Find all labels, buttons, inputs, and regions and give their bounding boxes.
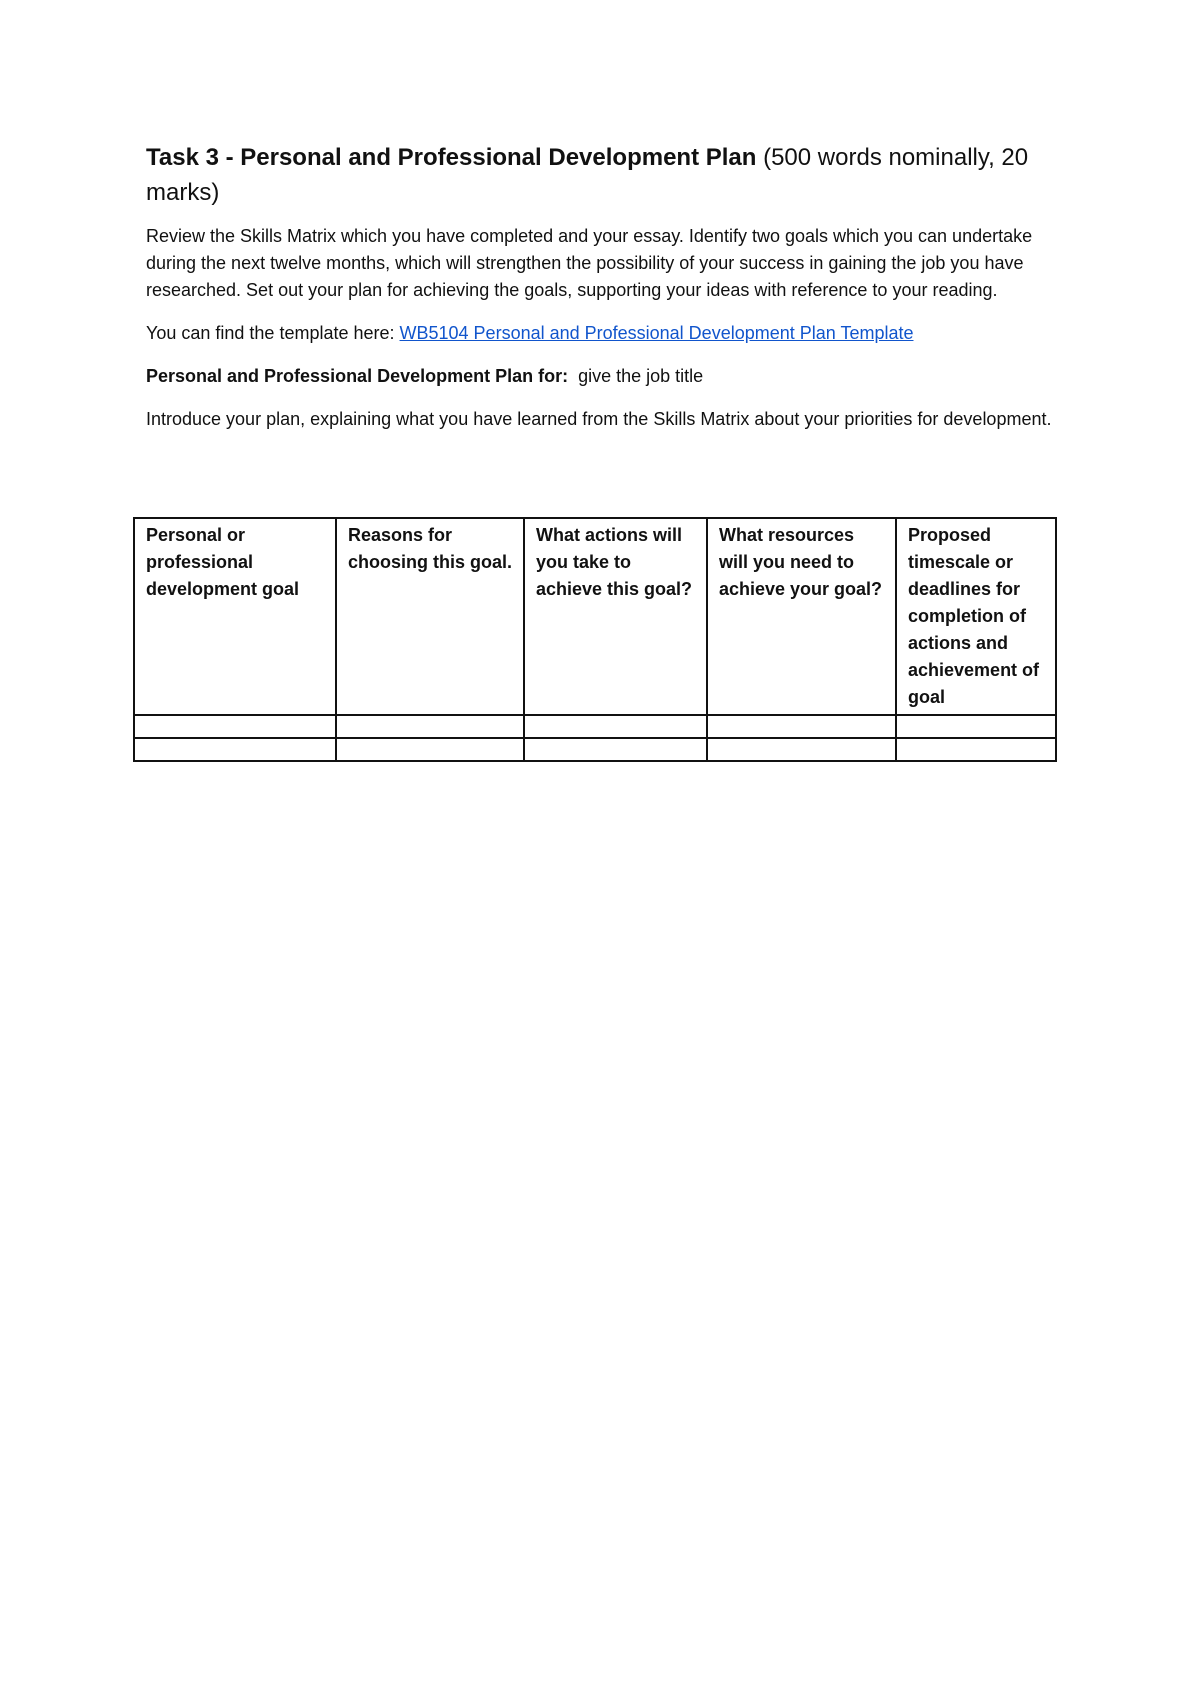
template-link[interactable]: WB5104 Personal and Professional Development Plan Template bbox=[399, 323, 914, 343]
table-cell[interactable] bbox=[336, 715, 524, 738]
header-reasons: Reasons for choosing this goal. bbox=[336, 518, 524, 715]
table-cell[interactable] bbox=[134, 738, 336, 761]
table-cell[interactable] bbox=[524, 715, 707, 738]
plan-for-value: give the job title bbox=[568, 366, 704, 386]
task-title-bold: Task 3 - Personal and Professional Development Plan bbox=[146, 144, 757, 171]
development-plan-table bbox=[133, 517, 1057, 762]
table-cell[interactable] bbox=[134, 715, 336, 738]
header-resources: What resources will you need to achieve your goal? bbox=[707, 518, 896, 715]
task-title-rest: (500 words nominally, 20 marks) bbox=[146, 144, 1029, 206]
table-header-row bbox=[134, 518, 1056, 715]
table-cell[interactable] bbox=[707, 715, 896, 738]
introduction-paragraph: Introduce your plan, explaining what you have learned from the Skills Matrix about your priorities for development. bbox=[146, 409, 1052, 429]
table-cell[interactable] bbox=[336, 738, 524, 761]
table-cell[interactable] bbox=[896, 715, 1056, 738]
template-prefix: You can find the template here: bbox=[146, 323, 400, 343]
plan-for-label: Personal and Professional Development Plan for: bbox=[146, 366, 569, 386]
header-timescale: Proposed timescale or deadlines for completion of actions and achievement of goal bbox=[896, 518, 1056, 715]
header-actions: What actions will you take to achieve this goal? bbox=[524, 518, 707, 715]
plan-for-line bbox=[146, 363, 1066, 390]
task-title bbox=[146, 140, 1066, 210]
table-cell[interactable] bbox=[896, 738, 1056, 761]
table-row bbox=[134, 715, 1056, 738]
table-cell[interactable] bbox=[707, 738, 896, 761]
document-page bbox=[146, 140, 1066, 437]
header-goal: Personal or professional development goal bbox=[134, 518, 336, 715]
table-cell[interactable] bbox=[524, 738, 707, 761]
table-row bbox=[134, 738, 1056, 761]
instructions-paragraph: Review the Skills Matrix which you have completed and your essay. Identify two goals which you can undertake during the next twelve months, which will strengthen the possibility of your success in gaining the job you have researched. Set out your plan for achieving the goals, supporting your ideas with reference to your reading. bbox=[146, 226, 1033, 300]
template-paragraph bbox=[146, 320, 1066, 347]
